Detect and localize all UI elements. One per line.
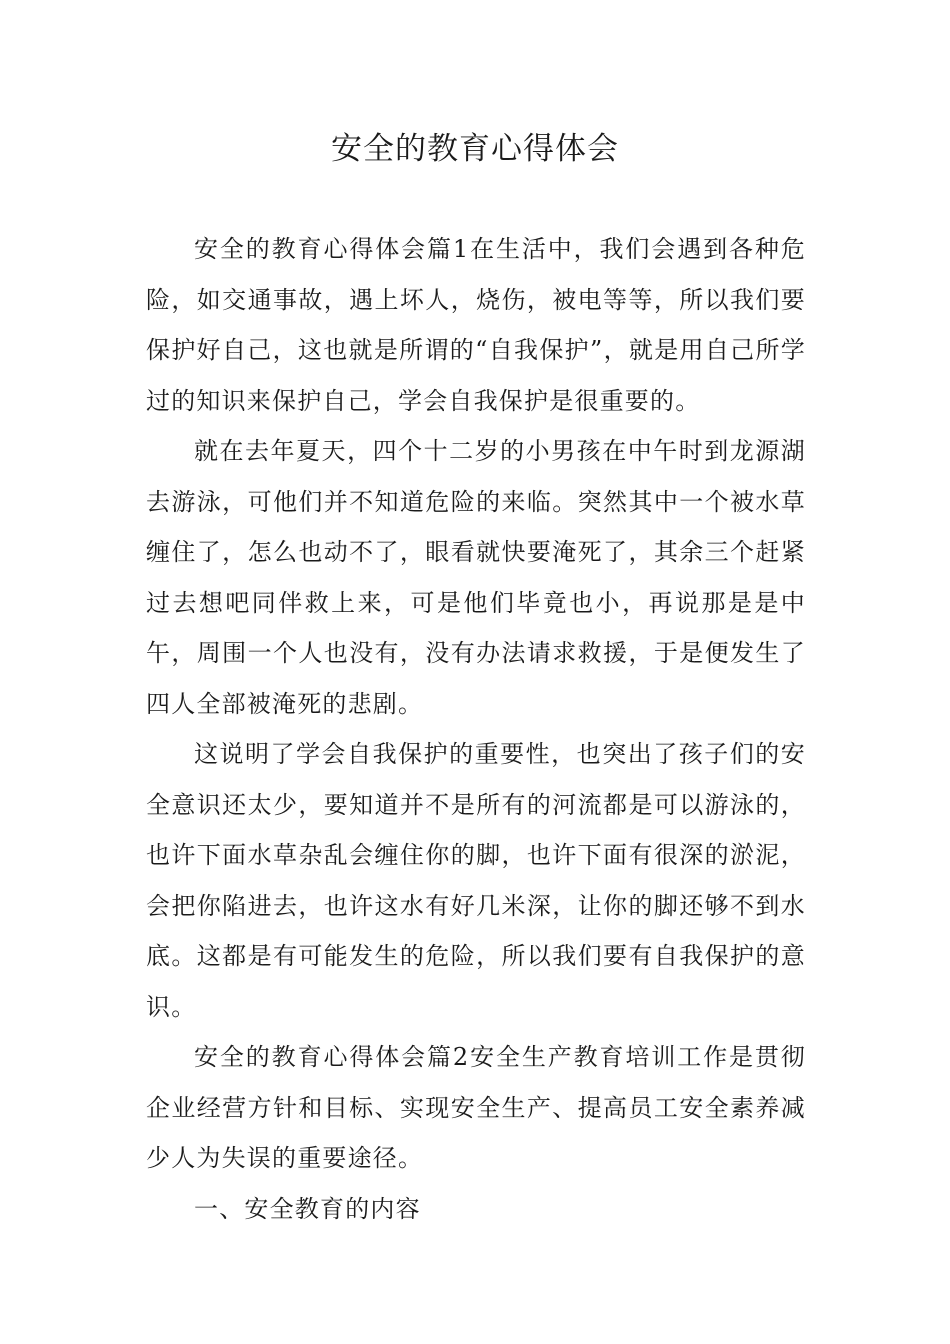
paragraph-2: 就在去年夏天，四个十二岁的小男孩在中午时到龙源湖去游泳，可他们并不知道危险的来临。突然其中一个被水草缠住了，怎么也动不了，眼看就快要淹死了，其余三个赶紧过去想吧同伴救上来，可是他们毕竟也小，再说那是是中午，周围一个人也没有，没有办法请求救援，于是便发生了四人全部被淹死的悲剧。 (146, 437, 806, 718)
section-heading: 一、安全教育的内容 (194, 1194, 421, 1223)
paragraph-3: 这说明了学会自我保护的重要性，也突出了孩子们的安全意识还太少，要知道并不是所有的河流都是可以游泳的，也许下面水草杂乱会缠住你的脚，也许下面有很深的淤泥，会把你陷进去，也许这水有好几米深，让你的脚还够不到水底。这都是有可能发生的危险，所以我们要有自我保护的意识。 (146, 740, 806, 1021)
document-body (146, 224, 806, 1234)
paragraph-4: 安全的教育心得体会篇2安全生产教育培训工作是贯彻企业经营方针和目标、实现安全生产、提高员工安全素养减少人为失误的重要途径。 (146, 1043, 806, 1172)
document-title: 安全的教育心得体会 (331, 131, 619, 167)
paragraph-1: 安全的教育心得体会篇1在生活中，我们会遇到各种危险，如交通事故，遇上坏人，烧伤，被电等等，所以我们要保护好自己，这也就是所谓的“自我保护”，就是用自己所学过的知识来保护自己，学会自我保护是很重要的。 (146, 235, 806, 415)
